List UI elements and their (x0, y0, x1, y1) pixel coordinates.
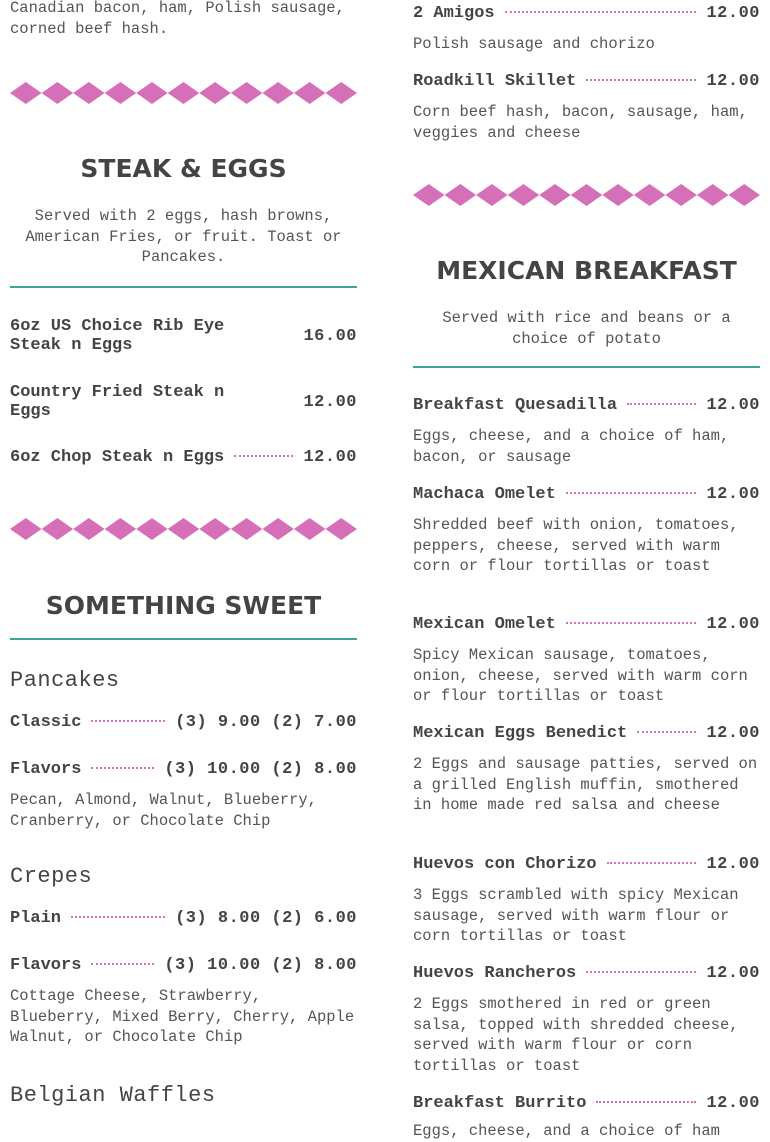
menu-item (413, 724, 760, 743)
menu-item (10, 956, 357, 975)
item-name: 6oz Chop Steak n Eggs (10, 448, 225, 467)
dot-leader (596, 1101, 696, 1103)
item-name: Classic (10, 713, 82, 732)
item-description: 3 Eggs scrambled with spicy Mexican sausage, served with warm flour or corn tortillas or toast (413, 886, 739, 945)
subheading-belgian-waffles: Belgian Waffles (10, 1083, 216, 1108)
diamond-shape (325, 82, 357, 104)
dot-leader (91, 720, 165, 722)
item-price: 12.00 (706, 964, 760, 983)
item-name: Breakfast Burrito (413, 1094, 587, 1113)
item-description: Pecan, Almond, Walnut, Blueberry, Cranberry, or Chocolate Chip (10, 791, 317, 830)
diamond-shape (136, 518, 168, 540)
dot-leader (566, 492, 697, 494)
item-description: 2 Eggs and sausage patties, served on a grilled English muffin, smothered in home made red salsa and cheese (413, 755, 758, 814)
subheading-crepes: Crepes (10, 864, 93, 889)
diamond-shape (168, 82, 200, 104)
diamond-divider (413, 184, 760, 206)
diamond-shape (262, 82, 294, 104)
diamond-shape (10, 518, 42, 540)
section-title-steak-eggs: STEAK & EGGS (80, 154, 287, 183)
item-price: (3) 10.00 (2) 8.00 (164, 956, 357, 975)
section-description: Served with 2 eggs, hash browns, American Fries, or fruit. Toast or Pancakes. (25, 207, 342, 266)
item-price: 16.00 (303, 326, 357, 346)
menu-item (413, 72, 760, 91)
diamond-shape (602, 184, 634, 206)
dot-leader (637, 731, 696, 733)
diamond-shape (445, 184, 477, 206)
item-name: Country Fried Steak n Eggs (10, 383, 225, 421)
dot-leader (627, 403, 696, 405)
item-price: 12.00 (706, 615, 760, 634)
section-rule (10, 638, 357, 640)
item-description: 2 Eggs smothered in red or green salsa, topped with shredded cheese, served with warm flour or corn tortillas or toast (413, 995, 739, 1075)
diamond-divider (10, 518, 357, 540)
dot-leader (505, 11, 697, 13)
diamond-shape (728, 184, 760, 206)
dot-leader (71, 916, 165, 918)
diamond-shape (476, 184, 508, 206)
menu-item (413, 485, 760, 504)
item-name: 6oz US Choice Rib Eye Steak n Eggs (10, 317, 225, 355)
dot-leader (91, 767, 154, 769)
diamond-shape (294, 82, 326, 104)
diamond-shape (199, 518, 231, 540)
diamond-row (10, 518, 357, 540)
menu-item (10, 713, 357, 732)
section-rule (413, 366, 760, 368)
item-description: Polish sausage and chorizo (413, 35, 655, 53)
item-price: (3) 9.00 (2) 7.00 (175, 713, 357, 732)
item-name: 2 Amigos (413, 4, 495, 23)
diamond-shape (325, 518, 357, 540)
diamond-shape (10, 82, 42, 104)
item-name: Machaca Omelet (413, 485, 556, 504)
item-price: (3) 10.00 (2) 8.00 (164, 760, 357, 779)
item-price: 12.00 (706, 1094, 760, 1113)
menu-item (10, 909, 357, 928)
diamond-row (10, 82, 357, 104)
menu-item (10, 383, 357, 421)
diamond-shape (168, 518, 200, 540)
item-description: Shredded beef with onion, tomatoes, peppers, cheese, served with warm corn or flour tortillas or toast (413, 516, 739, 575)
diamond-shape (73, 82, 105, 104)
menu-item (413, 615, 760, 634)
item-price: 12.00 (303, 448, 357, 467)
diamond-shape (634, 184, 666, 206)
item-name: Flavors (10, 760, 82, 779)
item-description: Canadian bacon, ham, Polish sausage, corned beef hash. (10, 0, 345, 38)
diamond-shape (199, 82, 231, 104)
item-price: 12.00 (706, 855, 760, 874)
subheading-pancakes: Pancakes (10, 668, 120, 693)
item-price: 12.00 (303, 392, 357, 412)
item-name: Huevos con Chorizo (413, 855, 597, 874)
section-description: Served with rice and beans or a choice of potato (442, 309, 731, 348)
section-title-mexican-breakfast: MEXICAN BREAKFAST (436, 256, 737, 285)
item-price: 12.00 (706, 485, 760, 504)
diamond-shape (73, 518, 105, 540)
item-name: Roadkill Skillet (413, 72, 577, 91)
menu-item (413, 855, 760, 874)
diamond-shape (697, 184, 729, 206)
diamond-shape (413, 184, 445, 206)
dot-leader (586, 79, 696, 81)
diamond-shape (105, 82, 137, 104)
diamond-row (413, 184, 760, 206)
diamond-shape (231, 82, 263, 104)
section-rule (10, 286, 357, 288)
menu-item (413, 1094, 760, 1113)
diamond-shape (42, 82, 74, 104)
item-price: 12.00 (706, 4, 760, 23)
item-price: 12.00 (706, 72, 760, 91)
diamond-shape (294, 518, 326, 540)
menu-item (10, 317, 357, 355)
diamond-shape (136, 82, 168, 104)
item-price: (3) 8.00 (2) 6.00 (175, 909, 357, 928)
menu-item (413, 964, 760, 983)
dot-leader (607, 862, 697, 864)
item-price: 12.00 (706, 724, 760, 743)
menu-item (10, 760, 357, 779)
dot-leader (234, 455, 293, 457)
item-description: Cottage Cheese, Strawberry, Blueberry, Mixed Berry, Cherry, Apple Walnut, or Chocolate Chip (10, 987, 355, 1046)
diamond-shape (571, 184, 603, 206)
diamond-shape (508, 184, 540, 206)
menu-item (413, 396, 760, 415)
item-price: 12.00 (706, 396, 760, 415)
item-name: Flavors (10, 956, 82, 975)
section-title-something-sweet: SOMETHING SWEET (45, 591, 322, 620)
diamond-shape (105, 518, 137, 540)
item-name: Mexican Omelet (413, 615, 556, 634)
diamond-shape (665, 184, 697, 206)
item-name: Mexican Eggs Benedict (413, 724, 628, 743)
diamond-shape (42, 518, 74, 540)
menu-item (10, 448, 357, 467)
dot-leader (586, 971, 696, 973)
item-description: Spicy Mexican sausage, tomatoes, onion, cheese, served with warm corn or flour tortillas or toast (413, 646, 748, 705)
item-name: Breakfast Quesadilla (413, 396, 618, 415)
item-description: Eggs, cheese, and a choice of ham (413, 1122, 720, 1140)
item-description: Eggs, cheese, and a choice of ham, bacon, or sausage (413, 427, 730, 466)
item-name: Plain (10, 909, 62, 928)
menu-item (413, 4, 760, 23)
dot-leader (91, 963, 154, 965)
diamond-shape (262, 518, 294, 540)
item-name: Huevos Rancheros (413, 964, 577, 983)
diamond-shape (231, 518, 263, 540)
dot-leader (566, 622, 697, 624)
diamond-divider (10, 82, 357, 104)
item-description: Corn beef hash, bacon, sausage, ham, veggies and cheese (413, 103, 748, 142)
diamond-shape (539, 184, 571, 206)
